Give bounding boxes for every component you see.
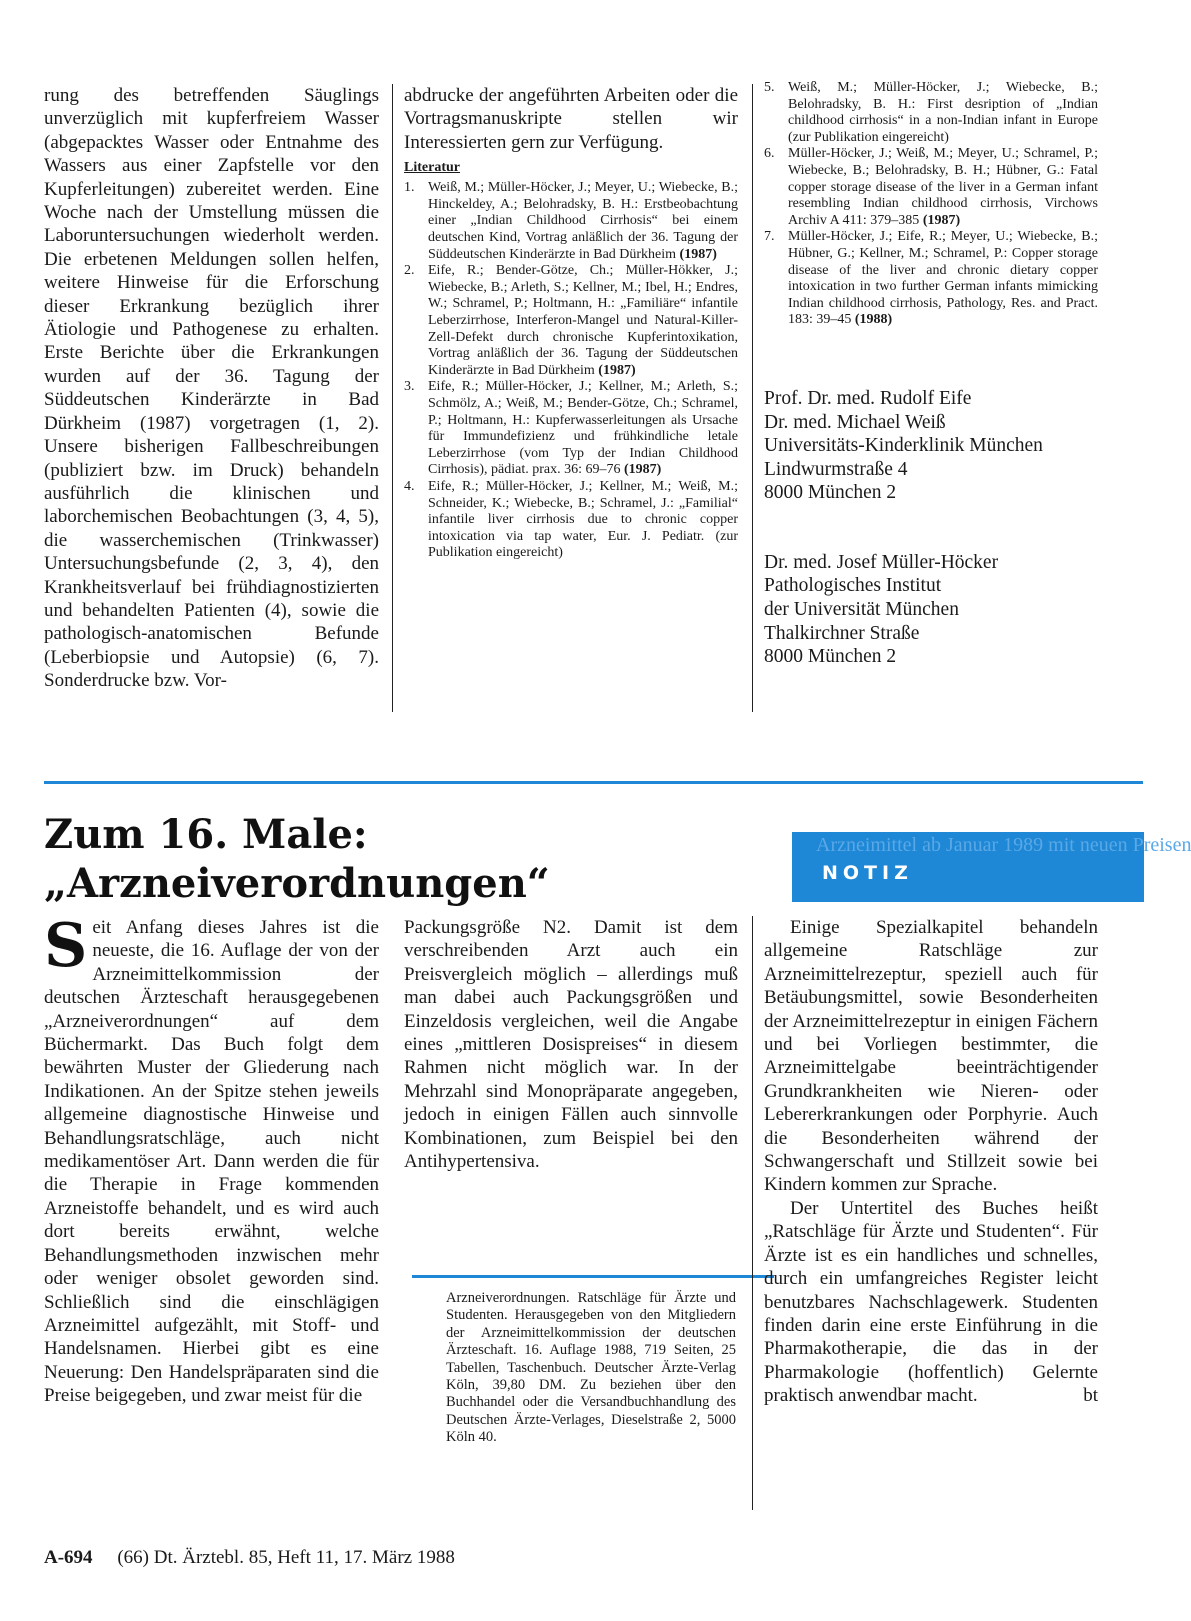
article-column-1 <box>44 911 379 1408</box>
article-col2-text: Packungsgröße N2. Damit ist dem verschreibenden Arzt auch ein Preisvergleich möglich – allerdings muß man dabei auch Packungsgrößen und Einzeldosis vergleichen, weil die Angabe eines „mittleren Dosispreises“ in diesem Rahmen nicht möglich war. In der Mehrzahl sind Monopräparate angegeben, jedoch in einigen Fällen auch sinnvolle Kombinationen, zum Beispiel bei den Antihypertensiva. <box>404 917 738 1173</box>
notiz-ghost-text: Arzneimittel ab Januar 1989 mit neuen Preisen <box>816 834 1191 856</box>
article-column-3 <box>764 916 1098 1408</box>
author-address-1: Prof. Dr. med. Rudolf Eife Dr. med. Michael Weiß Universitäts-Kinderklinik München Lindwurmstraße 4 8000 München 2 <box>764 387 1043 504</box>
book-info-rule <box>412 1275 774 1278</box>
author-address-2: Dr. med. Josef Müller-Höcker Pathologisches Institut der Universität München Thalkirchner Straße 8000 München 2 <box>764 551 999 668</box>
article-col1-text: eit Anfang dieses Jahres ist die neueste, die 16. Auflage der von der Arzneimittelkommission der deutschen Ärzteschaft herausgegebenen „Arzneiverordnungen“ auf dem Büchermarkt. Das Buch folgt dem bewährten Muster der Gliederung nach Indikationen. An der Spitze stehen jeweils allgemeine diagnostische Hinweise und Behandlungsratschläge, auch nicht medikamentöser Art. Dann werden die für die Therapie in Frage kommenden Arzneistoffe behandelt, und es wird auch dort bereits erwähnt, welche Behandlungsmethoden inzwischen mehr oder weniger obsolet geworden sind. Schließlich sind die einschlägigen Arzneimittel aufgezählt, mit Stoff- und Handelsnamen. Hierbei gibt es eine Neuerung: Den Handelspräparaten sind die Preise beigegeben, und zwar meist für die <box>44 917 379 1407</box>
article-col3-p2: Der Untertitel des Buches heißt „Ratschläge für Ärzte und Studenten“. Für Ärzte ist es ein handliches und schnelles, durch ein umfangreiches Register leicht benutzbares Nachschlagewerk. Studenten finden darin eine erste Einführung in die Pharmakotherapie, die das in der Pharmakologie (hoffentlich) Gelernte praktisch anwendbar macht. bt <box>764 1197 1098 1407</box>
literatur-heading: Literatur <box>404 160 460 176</box>
reference-list-continued <box>764 80 1098 329</box>
reference-item: 7. Müller-Höcker, J.; Eife, R.; Meyer, U.; Wiebecke, B.; Hübner, G.; Kellner, M.; Schramel, P.: Copper storage disease of the liver and chronic dietary copper intoxication in two further German infants mimicking Indian childhood cirrhosis, Pathology, Res. and Pract. 183: 39–45 (1988) <box>764 229 1098 328</box>
author-signature: bt <box>1083 1385 1098 1407</box>
book-info: Arzneiverordnungen. Ratschläge für Ärzte und Studenten. Herausgegeben von den Mitgliedern der Arzneimittelkommission der deutschen Ärzteschaft. 16. Auflage 1988, 719 Seiten, 25 Tabellen, Taschenbuch. Deutscher Ärzte-Verlag Köln, 39,80 DM. Zu beziehen über den Buchhandel oder die Versandbuchhandlung des Deutschen Ärzte-Verlages, Dieselstraße 2, 5000 Köln 40. <box>446 1290 736 1446</box>
top-column-3 <box>764 80 1098 669</box>
column-rule <box>392 84 393 712</box>
column-rule <box>752 916 753 1510</box>
article-title: Zum 16. Male: „Arzneiverordnungen“ <box>44 811 550 907</box>
page-number: A-694 <box>44 1547 93 1568</box>
top-col2-intro: abdrucke der angeführten Arbeiten oder die Vortragsmanuskripte stellen wir Interessierten gern zur Verfügung. <box>404 85 738 153</box>
top-col1-text: rung des betreffenden Säuglings unverzüglich mit kupferfreiem Wasser (abgepacktes Wasser oder Entnahme des Wassers aus einer Zapfstelle vor den Kupferleitungen) zubereitet werden. Eine Woche nach der Umstellung müssen die Laboruntersuchungen wiederholt werden. Die erbetenen Meldungen sollen helfen, weitere Hinweise für die Erforschung dieser Erkrankung bezüglich ihrer Ätiologie und Pathogenese zu erhalten. Erste Berichte über die Erkrankungen wurden auf der 36. Tagung der Süddeutschen Kinderärzte in Bad Dürkheim (1987) vorgetragen (1, 2). Unsere bisherigen Fallbeschreibungen (publiziert bzw. im Druck) behandeln ausführlich die klinischen und laborchemischen Beobachtungen (3, 4, 5), die wasserchemischen (Trinkwasser) Untersuchungsbefunde (2, 3, 4), den Krankheitsverlauf bei frühdiagnostizierten und behandelten Patienten (4), sowie die pathologisch-anatomischen Befunde (Leberbiopsie und Autopsie) (6, 7). Sonderdrucke bzw. Vor- <box>44 85 379 692</box>
reference-item: 2. Eife, R.; Bender-Götze, Ch.; Müller-Hökker, J.; Wiebecke, B.; Arleth, S.; Kellner, M.; Ibel, H.; Endres, W.; Schramel, P.; Holtmann, H.: „Familiäre“ infantile Leberzirrhose, Interferon-Mangel und Natural-Killer-Zell-Defekt durch chronische Kupferintoxikation, Vortrag anläßlich der 36. Tagung der Süddeutschen Kinderärzte in Bad Dürkheim (1987) <box>404 263 738 378</box>
reference-item: 4. Eife, R.; Müller-Höcker, J.; Kellner, M.; Weiß, M.; Schneider, K.; Wiebecke, B.; Schramel, J.: „Familial“ infantile liver cirrhosis due to chronic copper intoxication via tap water, Eur. J. Pediatr. (zur Publikation eingereicht) <box>404 478 738 561</box>
notiz-label: NOTIZ <box>822 862 913 884</box>
article-col3-p1: Einige Spezialkapitel behandeln allgemeine Ratschläge zur Arzneimittelrezeptur, speziell auch für Betäubungsmittel, sowie Besonderheiten der Arzneimittelrezeptur in einigen Fächern und bei Vorliegen bestimmter, die Arzneimittelgabe beeinträchtigender Grundkrankheiten wie Nieren- oder Lebererkrankungen oder Porphyrie. Auch die Besonderheiten während der Schwangerschaft und Stillzeit sowie bei Kindern kommen zur Sprache. <box>764 917 1098 1196</box>
page-footer <box>44 1547 455 1569</box>
top-column-1 <box>44 84 379 693</box>
drop-cap: S <box>44 911 88 981</box>
section-divider <box>44 781 1143 784</box>
reference-item: 6. Müller-Höcker, J.; Weiß, M.; Meyer, U.; Schramel, P.; Wiebecke, B.; Belohradsky, B. H.; Hübner, G.: Fatal copper storage disease of the liver in a German infant resembling Indian childhood cirrhosis, Virchows Archiv A 411: 379–385 (1987) <box>764 146 1098 228</box>
notiz-badge <box>792 832 1191 902</box>
reference-list <box>404 180 738 562</box>
reference-item: 3. Eife, R.; Müller-Höcker, J.; Kellner, M.; Arleth, S.; Schmölz, A.; Weiß, M.; Bender-Götze, Ch.; Schramel, P.; Holtmann, H.: Kupferwasserleitungen als Ursache für Immundefizienz und frühkindliche letale Leberzirrhose (vom Typ der Indian Childhood Cirrhosis), pädiat. prax. 36: 69–76 (1987) <box>404 379 738 478</box>
reference-item: 5. Weiß, M.; Müller-Höcker, J.; Wiebecke, B.; Belohradsky, B. H.: First desription of „Indian childhood cirrhosis“ in a non-Indian infant in Europe (zur Publikation eingereicht) <box>764 80 1098 145</box>
column-rule <box>752 84 753 712</box>
journal-citation: (66) Dt. Ärztebl. 85, Heft 11, 17. März 1988 <box>117 1547 455 1568</box>
reference-item: 1. Weiß, M.; Müller-Höcker, J.; Meyer, U.; Wiebecke, B.; Hinckeldey, A.; Belohradsky, B. H.: Erstbeobachtung einer „Indian Childhood Cirrhosis“ bei einem deutschen Kind, Vortrag anläßlich der 36. Tagung der Süddeutschen Kinderärzte in Bad Dürkheim (1987) <box>404 180 738 262</box>
article-column-2 <box>404 916 738 1173</box>
top-column-2 <box>404 84 738 562</box>
